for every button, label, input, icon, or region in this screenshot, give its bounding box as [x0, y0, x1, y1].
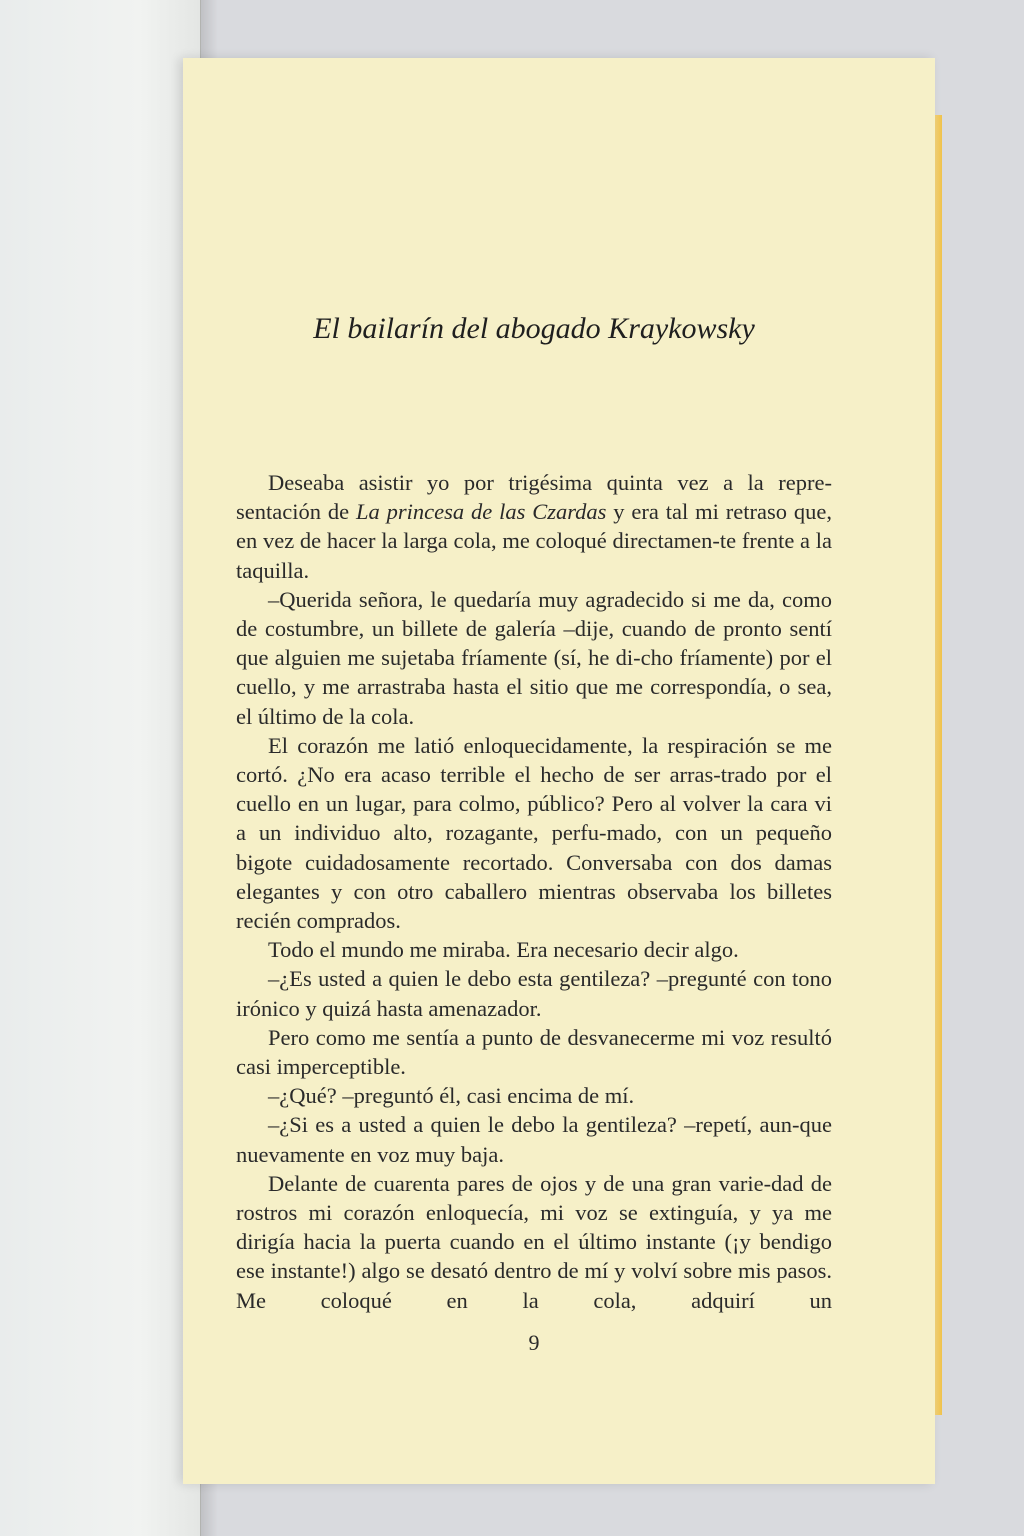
paragraph-8: –¿Si es a usted a quien le debo la gentileza? –repetí, aun-que nuevamente en voz muy baja. [236, 1112, 832, 1167]
paragraph-7: –¿Qué? –preguntó él, casi encima de mí. [268, 1083, 635, 1109]
paragraph-6: Pero como me sentía a punto de desvanecerme mi voz resultó casi imperceptible. [236, 1024, 832, 1080]
paragraph-2: –Querida señora, le quedaría muy agradecido si me da, como de costumbre, un billete de galería –dije, cuando de pronto sentí que alguien me sujetaba fríamente (sí, he di-cho fríamente) por el cuello, y me arrastraba hasta el sitio que me correspondía, o sea, el último de la cola. [236, 586, 832, 729]
body-text [236, 468, 832, 1315]
chapter-title: El bailarín del abogado Kraykowsky [313, 312, 755, 345]
paragraph-1 [236, 468, 832, 585]
paragraph-5: –¿Es usted a quien le debo esta gentileza? –pregunté con tono irónico y quizá hasta amenazador. [236, 966, 832, 1021]
paragraph-3: El corazón me latió enloquecidamente, la respiración se me cortó. ¿No era acaso terrible el hecho de ser arras-trado por el cuello en un lugar, para colmo, público? Pero al volver la cara vi a un individuo alto, rozagante, perfu-mado, con un pequeño bigote cuidadosamente recortado. Conversaba con dos damas elegantes y con otro caballero mientras observaba los billetes recién comprados. [236, 732, 832, 934]
paragraph-9: Delante de cuarenta pares de ojos y de una gran varie-dad de rostros mi corazón enloquecía, mi voz se extinguía, y ya me dirigía hacia la puerta cuando en el último instante (¡y bendigo ese instante!) algo se desató dentro de mí y volví sobre mis pasos. Me coloqué en la cola, adquirí un [236, 1170, 832, 1313]
paragraph-1-part-a: Deseaba asistir yo por trigésima quinta vez a la repre-sentación de [236, 470, 832, 525]
paragraph-4: Todo el mundo me miraba. Era necesario decir algo. [268, 937, 739, 963]
facing-page [0, 0, 201, 1536]
page-number: 9 [528, 1330, 540, 1355]
paragraph-1-part-b: y era tal mi retraso que, en vez de hacer la larga cola, me coloqué directamen-te frente a la taquilla. [236, 499, 832, 583]
work-title: La princesa de las Czardas [355, 499, 607, 525]
